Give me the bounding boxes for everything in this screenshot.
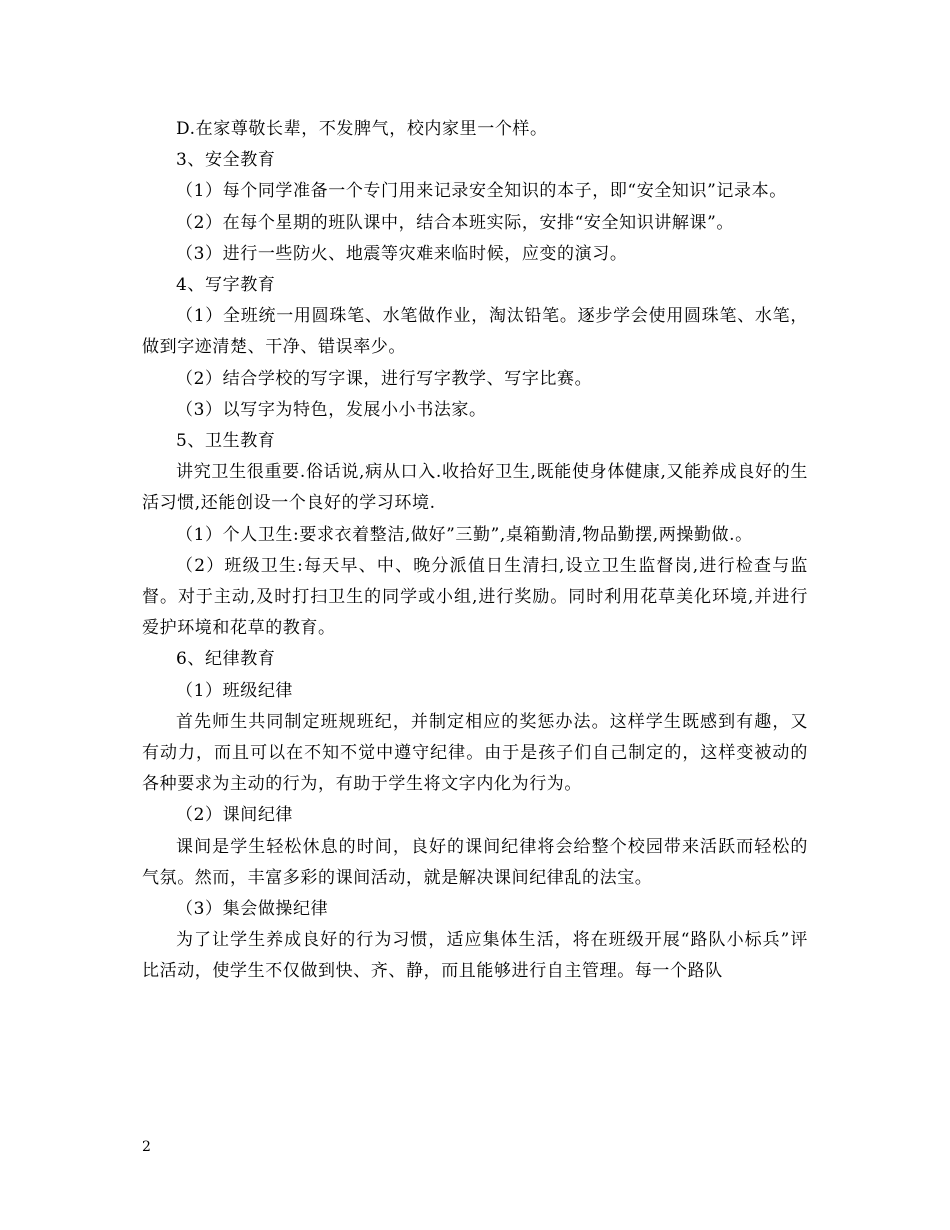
subheading: （1）班级纪律	[176, 680, 294, 701]
paragraph: （1）全班统一用圆珠笔、水笔做作业，淘汰铅笔。逐步学会使用圆珠笔、水笔，做到字迹清楚、干净、错误率少。	[142, 306, 808, 358]
paragraph: （1）个人卫生:要求衣着整洁,做好”三勤”,桌箱勤清,物品勤摆,两操勤做.。	[176, 524, 753, 545]
paragraph: （3）以写字为特色，发展小小书法家。	[176, 399, 487, 420]
paragraph: （2）班级卫生:每天早、中、晚分派值日生清扫,设立卫生监督岗,进行检查与监督。对于主动,及时打扫卫生的同学或小组,进行奖励。同时利用花草美化环境,并进行爱护环境和花草的教育。	[142, 555, 809, 639]
section-heading-writing: 4、写字教育	[176, 275, 276, 296]
paragraph: （2）在每个星期的班队课中，结合本班实际，安排“安全知识讲解课”。	[176, 212, 734, 233]
paragraph: 首先师生共同制定班规班纪，并制定相应的奖惩办法。这样学生既感到有趣，又有动力，而且可以在不知不觉中遵守纪律。由于是孩子们自己制定的，这样变被动的各种要求为主动的行为，有助于学生将文字内化为行为。	[142, 711, 808, 795]
section-heading-discipline: 6、纪律教育	[176, 649, 276, 670]
paragraph: （2）结合学校的写字课，进行写字教学、写字比赛。	[176, 368, 593, 389]
section-heading-hygiene: 5、卫生教育	[176, 431, 276, 452]
section-heading-safety: 3、安全教育	[176, 150, 276, 171]
paragraph: （1）每个同学准备一个专门用来记录安全知识的本子，即“安全知识”记录本。	[176, 181, 787, 202]
paragraph: 为了让学生养成良好的行为习惯，适应集体生活，将在班级开展“路队小标兵”评比活动，使学生不仅做到快、齐、静，而且能够进行自主管理。每一个路队	[142, 930, 808, 982]
document-body	[142, 114, 808, 988]
paragraph: 课间是学生轻松休息的时间，良好的课间纪律将会给整个校园带来活跃而轻松的气氛。然而，丰富多彩的课间活动，就是解决课间纪律乱的法宝。	[142, 836, 808, 888]
subheading: （3）集会做操纪律	[176, 899, 329, 920]
paragraph: （3）进行一些防火、地震等灾难来临时候，应变的演习。	[176, 243, 628, 264]
page-number: 2	[142, 1139, 151, 1155]
paragraph: 讲究卫生很重要.俗话说,病从口入.收拾好卫生,既能使身体健康,又能养成良好的生活习惯,还能创设一个良好的学习环境.	[142, 462, 808, 514]
subheading: （2）课间纪律	[176, 805, 294, 826]
paragraph: D.在家尊敬长辈，不发脾气，校内家里一个样。	[176, 119, 548, 139]
